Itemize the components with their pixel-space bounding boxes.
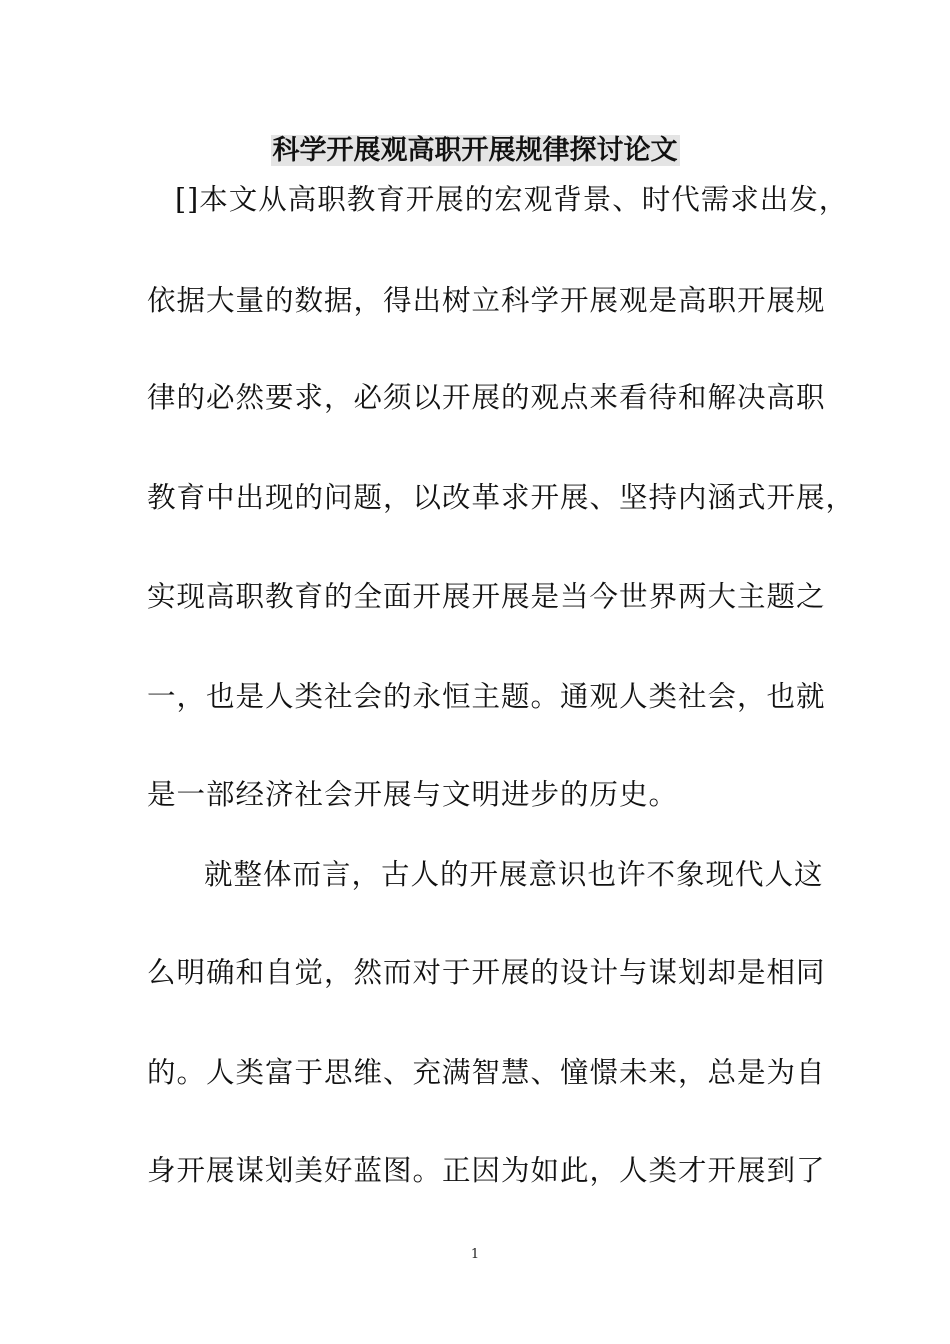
- page-number: 1: [470, 1247, 480, 1262]
- paragraph-1-line-2: 依据大量的数据，得出树立科学开展观是高职开展规: [147, 284, 826, 317]
- paragraph-1-line-7: 是一部经济社会开展与文明进步的历史。: [147, 778, 679, 811]
- paragraph-2-line-1: 就整体而言，古人的开展意识也许不象现代人这: [204, 858, 824, 891]
- paragraph-2-line-3: 的。人类富于思维、充满智慧、憧憬未来，总是为自: [147, 1056, 826, 1089]
- paragraph-2-line-2: 么明确和自觉，然而对于开展的设计与谋划却是相同: [147, 956, 826, 989]
- paragraph-2-line-4: 身开展谋划美好蓝图。正因为如此，人类才开展到了: [147, 1154, 826, 1187]
- document-title-text: 科学开展观高职开展规律探讨论文: [272, 135, 678, 166]
- paragraph-1-line-4: 教育中出现的问题，以改革求开展、坚持内涵式开展，: [147, 481, 856, 514]
- paragraph-1-line-3: 律的必然要求，必须以开展的观点来看待和解决高职: [147, 381, 826, 414]
- paragraph-1-line-1: []本文从高职教育开展的宏观背景、时代需求出发，: [175, 183, 849, 216]
- document-title: [0, 131, 950, 171]
- paragraph-1-line-5: 实现高职教育的全面开展开展是当今世界两大主题之: [147, 580, 826, 613]
- paragraph-1-line-6: 一，也是人类社会的永恒主题。通观人类社会，也就: [147, 680, 826, 713]
